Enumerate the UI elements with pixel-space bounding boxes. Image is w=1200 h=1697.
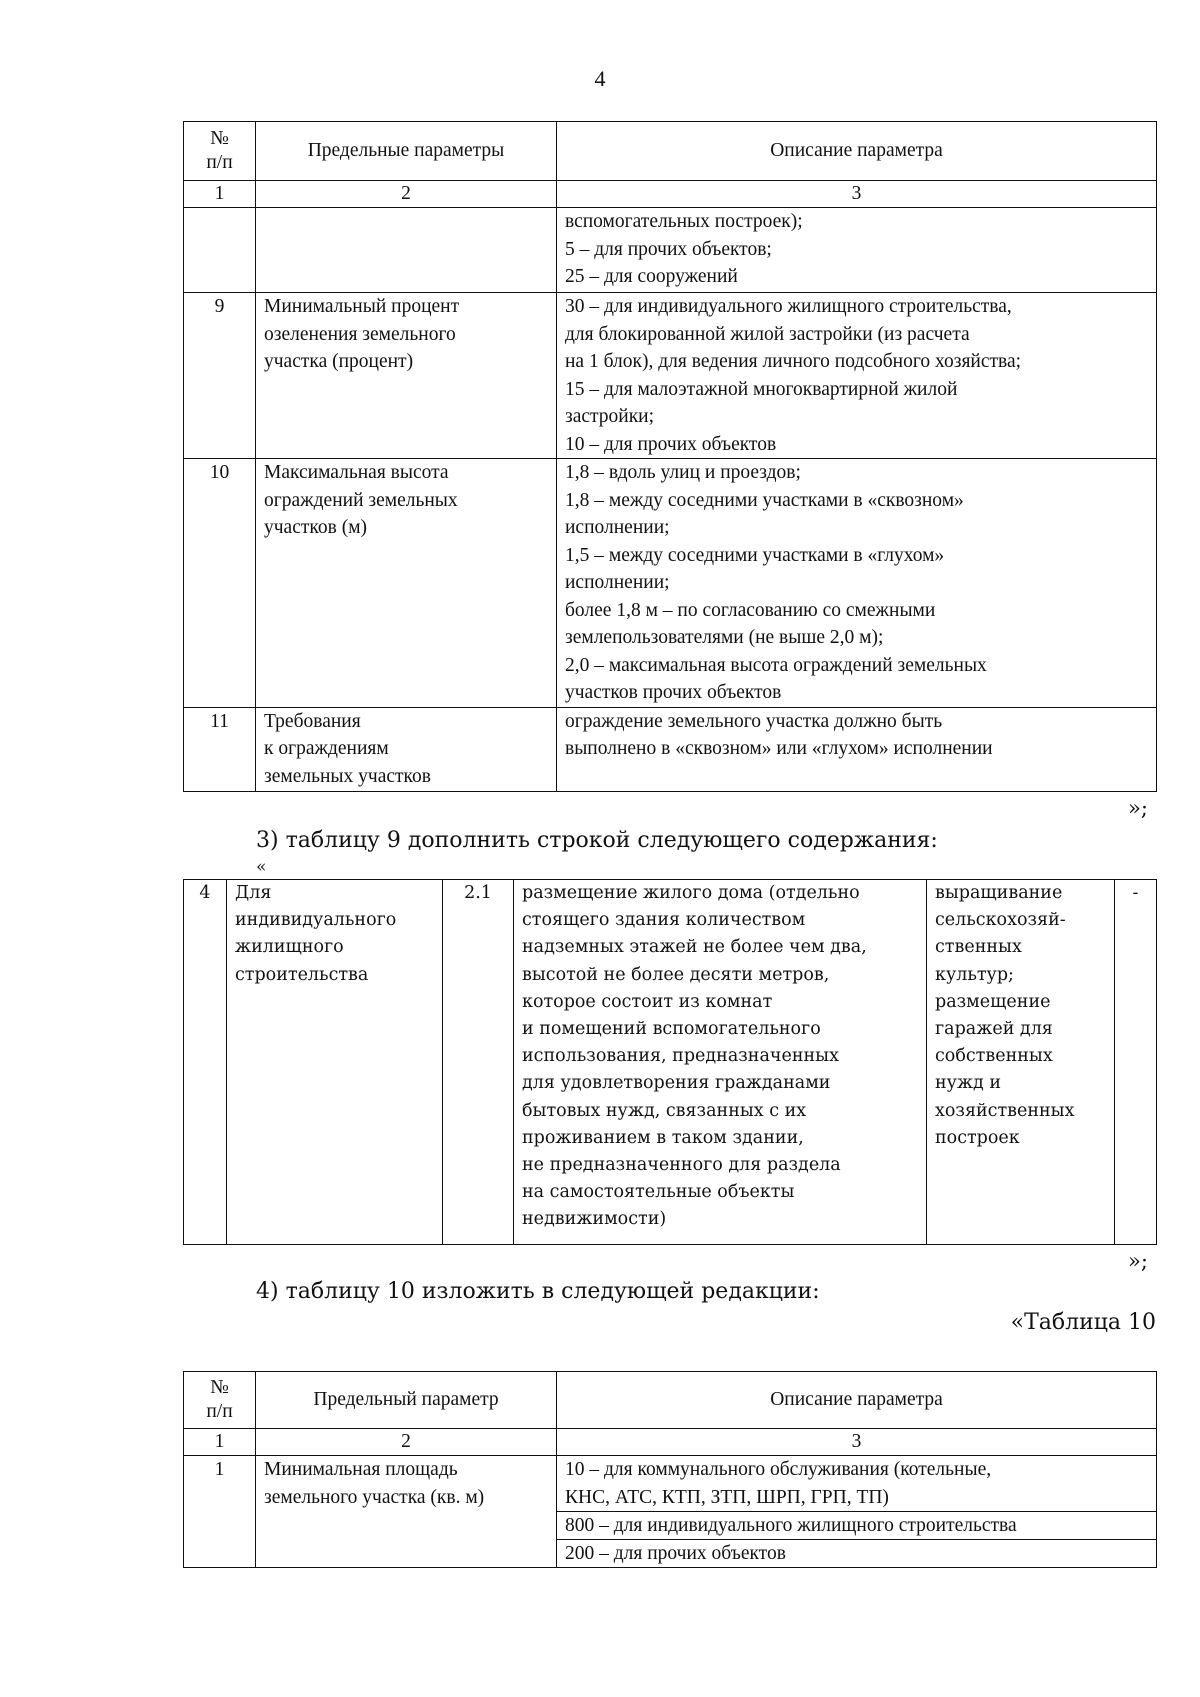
desc-block xyxy=(557,1512,1156,1540)
param-line: земельного участка (кв. м) xyxy=(264,1486,485,1508)
name-line: индивидуального xyxy=(235,910,397,931)
desc-line: бытовых нужд, связанных с их xyxy=(522,1100,807,1121)
column-numbers-row xyxy=(184,181,1157,208)
desc-line: 1,8 – вдоль улиц и проездов; xyxy=(565,462,801,483)
header-param: Предельный параметр xyxy=(256,1372,557,1429)
row-desc xyxy=(557,459,1157,708)
desc-line: проживанием в таком здании, xyxy=(522,1127,804,1148)
row-num: 9 xyxy=(184,293,256,459)
header-num-line: п/п xyxy=(206,152,233,173)
desc-line: высотой не более десяти метров, xyxy=(522,964,830,985)
row-num: 10 xyxy=(184,459,256,708)
use-description xyxy=(514,880,927,1245)
row-desc xyxy=(557,707,1157,791)
table-10-caption: «Таблица 10 xyxy=(1010,1310,1156,1335)
desc-line: для удовлетворения гражданами xyxy=(522,1073,831,1094)
desc-line: вспомогательных построек); xyxy=(565,211,803,232)
row-param xyxy=(256,208,557,293)
desc-line: размещение жилого дома (отдельно xyxy=(522,883,860,903)
table-9-added-row xyxy=(183,879,1157,1245)
row-param xyxy=(256,1456,557,1568)
aux-line: хозяйственных xyxy=(935,1100,1075,1121)
page-number: 4 xyxy=(594,66,606,91)
param-line: Максимальная высота xyxy=(264,462,449,483)
name-line: Для xyxy=(235,883,272,903)
colnum-1: 1 xyxy=(184,181,256,208)
colnum-2: 2 xyxy=(256,1429,557,1456)
desc-line: для блокированной жилой застройки (из расчета xyxy=(565,323,970,345)
header-desc: Описание параметра xyxy=(557,1372,1157,1429)
desc-line: использования, предназначенных xyxy=(522,1046,839,1067)
desc-line: 25 – для сооружений xyxy=(565,266,738,287)
colnum-3: 3 xyxy=(557,1429,1157,1456)
header-num-line: № xyxy=(210,1377,229,1398)
desc-line: не предназначенного для раздела xyxy=(522,1155,841,1176)
table-10 xyxy=(183,1371,1157,1568)
desc-line: на самостоятельные объекты xyxy=(522,1182,795,1203)
table-row xyxy=(184,880,1157,1245)
header-num xyxy=(184,122,256,181)
desc-line: 1,5 – между соседними участками в «глухом» xyxy=(565,544,945,566)
desc-line: застройки; xyxy=(565,406,655,427)
param-line: участка (процент) xyxy=(264,351,414,372)
open-quote: « xyxy=(256,857,267,877)
conditional-uses: - xyxy=(1115,880,1157,1245)
desc-line: надземных этажей не более чем два, xyxy=(522,937,867,958)
desc-line: 800 – для индивидуального жилищного строительства xyxy=(565,1515,1017,1536)
param-line: участков (м) xyxy=(264,517,368,538)
desc-line: 200 – для прочих объектов xyxy=(565,1543,786,1564)
table-row xyxy=(184,707,1157,791)
header-param: Предельные параметры xyxy=(256,122,557,181)
aux-line: нужд и xyxy=(935,1073,1002,1094)
desc-line: 5 – для прочих объектов; xyxy=(565,238,772,260)
desc-line: 15 – для малоэтажной многоквартирной жилой xyxy=(565,378,958,400)
desc-block xyxy=(557,1456,1156,1512)
item-4-text: 4) таблицу 10 изложить в следующей редакции: xyxy=(256,1279,820,1304)
desc-line: 2,0 – максимальная высота ограждений земельных xyxy=(565,654,987,676)
desc-line: недвижимости) xyxy=(522,1209,667,1230)
row-desc xyxy=(557,208,1157,293)
desc-line: более 1,8 м – по согласованию со смежными xyxy=(565,599,936,621)
row-param xyxy=(256,459,557,708)
desc-line: КНС, АТС, КТП, ЗТП, ШРП, ГРП, ТП) xyxy=(565,1486,889,1508)
aux-line: культур; xyxy=(935,964,1014,985)
aux-line: гаражей для xyxy=(935,1019,1053,1040)
colnum-3: 3 xyxy=(557,181,1157,208)
desc-line: и помещений вспомогательного xyxy=(522,1019,821,1040)
colnum-2: 2 xyxy=(256,181,557,208)
param-line: Минимальная площадь xyxy=(264,1459,458,1480)
name-line: строительства xyxy=(235,964,369,985)
row-num xyxy=(184,208,256,293)
closing-quote-2: »; xyxy=(1128,1249,1148,1273)
aux-line: ственных xyxy=(935,937,1022,958)
header-num-line: № xyxy=(210,128,229,149)
column-numbers-row xyxy=(184,1429,1157,1456)
param-line: земельных участков xyxy=(264,765,431,787)
desc-line: землепользователями (не выше 2,0 м); xyxy=(565,627,884,648)
table-header-row xyxy=(184,1372,1157,1429)
aux-line: выращивание xyxy=(935,883,1063,903)
param-line: к ограждениям xyxy=(264,738,389,759)
row-num: 1 xyxy=(184,1456,256,1568)
table-row xyxy=(184,1456,1157,1568)
table-row xyxy=(184,208,1157,293)
param-line: озеленения земельного xyxy=(264,323,456,345)
desc-line: ограждение земельного участка должно быть xyxy=(565,710,943,732)
auxiliary-uses xyxy=(927,880,1115,1245)
desc-line: стоящего здания количеством xyxy=(522,910,806,931)
row-num: 4 xyxy=(184,880,227,1245)
desc-block xyxy=(557,1540,1156,1567)
desc-line: которое состоит из комнат xyxy=(522,991,773,1012)
row-desc-blocks xyxy=(557,1456,1157,1568)
header-num xyxy=(184,1372,256,1429)
desc-line: 30 – для индивидуального жилищного строительства, xyxy=(565,296,1012,317)
table-row xyxy=(184,459,1157,708)
aux-line: собственных xyxy=(935,1046,1053,1067)
desc-line: исполнении; xyxy=(565,572,670,593)
table-row xyxy=(184,293,1157,459)
aux-line: сельскохозяй- xyxy=(935,910,1066,931)
header-num-line: п/п xyxy=(206,1401,233,1422)
aux-line: размещение xyxy=(935,991,1051,1012)
desc-line: на 1 блок), для ведения личного подсобного хозяйства; xyxy=(565,351,1022,372)
item-3-text: 3) таблицу 9 дополнить строкой следующего содержания: xyxy=(256,828,938,853)
closing-quote-1: »; xyxy=(1128,796,1148,820)
row-desc xyxy=(557,293,1157,459)
row-num: 11 xyxy=(184,707,256,791)
use-code: 2.1 xyxy=(443,880,514,1245)
colnum-1: 1 xyxy=(184,1429,256,1456)
header-desc: Описание параметра xyxy=(557,122,1157,181)
param-line: ограждений земельных xyxy=(264,489,458,511)
row-param xyxy=(256,707,557,791)
aux-line: построек xyxy=(935,1127,1020,1148)
desc-line: исполнении; xyxy=(565,517,670,538)
desc-line: 10 – для прочих объектов xyxy=(565,433,777,455)
name-line: жилищного xyxy=(235,937,344,958)
param-line: Требования xyxy=(264,710,361,732)
desc-line: выполнено в «сквозном» или «глухом» исполнении xyxy=(565,738,993,759)
parameters-table-continuation xyxy=(183,121,1157,792)
desc-line: участков прочих объектов xyxy=(565,682,782,703)
table-header-row xyxy=(184,122,1157,181)
desc-line: 10 – для коммунального обслуживания (котельные, xyxy=(565,1459,992,1480)
param-line: Минимальный процент xyxy=(264,296,460,317)
desc-line: 1,8 – между соседними участками в «сквозном» xyxy=(565,489,964,511)
use-name xyxy=(227,880,443,1245)
row-param xyxy=(256,293,557,459)
